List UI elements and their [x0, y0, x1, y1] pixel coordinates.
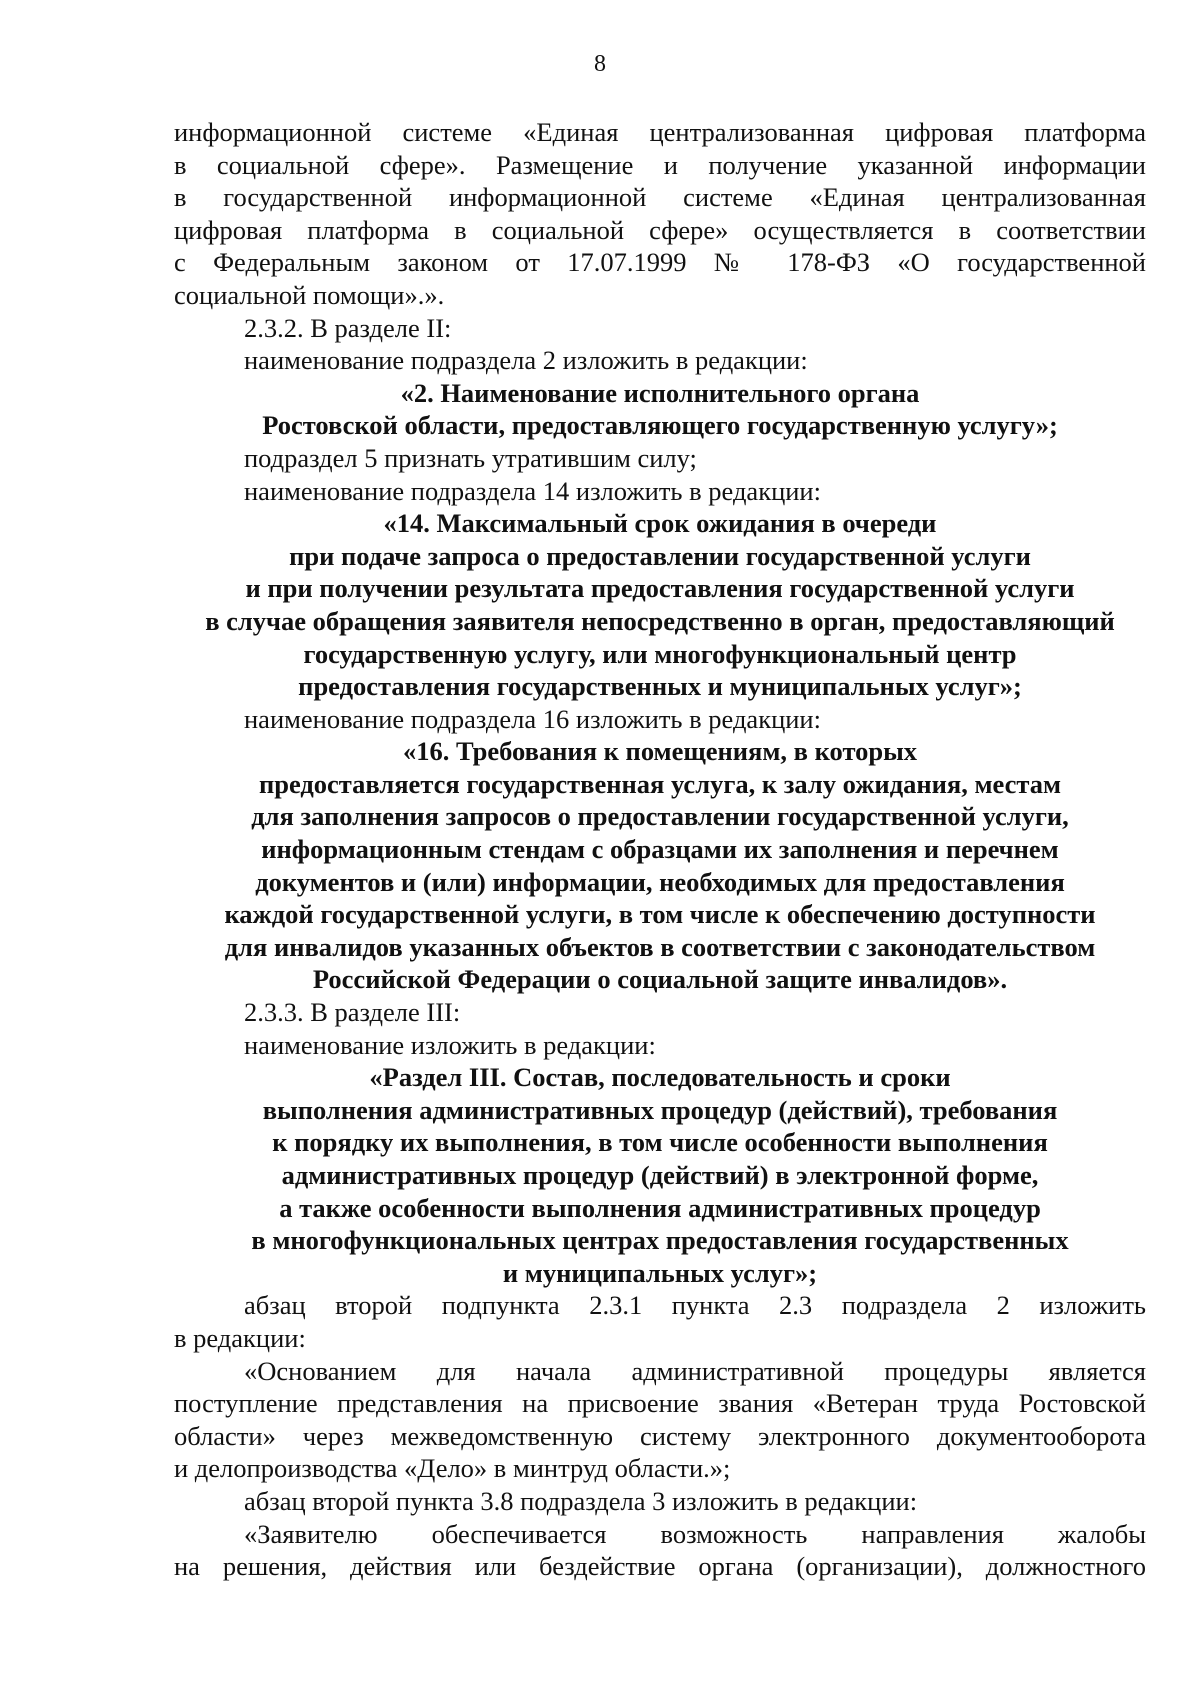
paragraph-abzac-3-8: абзац второй пункта 3.8 подраздела 3 изложить в редакции: — [244, 1485, 918, 1516]
heading-line: информационным стендам с образцами их заполнения и перечнем — [261, 834, 1059, 865]
paragraph-line: «Основанием для начала административной процедуры является — [244, 1355, 1146, 1386]
heading-line: а также особенности выполнения административных процедур — [279, 1192, 1041, 1223]
paragraph-line: информационной системе «Единая централизованная цифровая платформа — [174, 117, 1146, 147]
section-name-intro: наименование изложить в редакции: — [244, 1029, 656, 1060]
paragraph-line: абзац второй подпункта 2.3.1 пункта 2.3 подраздела 2 изложить — [244, 1290, 1146, 1321]
heading-line: к порядку их выполнения, в том числе особенности выполнения — [272, 1127, 1048, 1158]
heading-section-3 — [174, 1061, 1146, 1289]
item-2-3-3: 2.3.3. В разделе III: — [244, 997, 461, 1028]
subsection-14-intro: наименование подраздела 14 изложить в редакции: — [244, 475, 821, 506]
heading-line: и муниципальных услуг»; — [502, 1257, 818, 1288]
paragraph-line: «Заявителю обеспечивается возможность направления жалобы — [244, 1518, 1146, 1549]
heading-line: «16. Требования к помещениям, в которых — [402, 736, 918, 767]
heading-line: каждой государственной услуги, в том числе к обеспечению доступности — [224, 899, 1096, 930]
paragraph-line: в государственной информационной системе «Единая централизованная — [174, 182, 1146, 213]
paragraph-line: с Федеральным законом от 17.07.1999 № 178-ФЗ «О государственной — [174, 247, 1146, 278]
paragraph-line: цифровая платформа в социальной сфере» осуществляется в соответствии — [174, 214, 1146, 245]
document-body — [174, 116, 1146, 1583]
heading-line: «14. Максимальный срок ожидания в очереди — [383, 508, 937, 539]
heading-subsection-2 — [174, 377, 1146, 442]
subsection-16-intro: наименование подраздела 16 изложить в редакции: — [244, 703, 821, 734]
heading-line: Российской Федерации о социальной защите инвалидов». — [312, 964, 1008, 995]
paragraph-line: поступление представления на присвоение звания «Ветеран труда Ростовской — [174, 1388, 1146, 1419]
paragraph-quote-basis — [174, 1355, 1146, 1485]
heading-line: при подаче запроса о предоставлении государственной услуги — [289, 540, 1031, 571]
paragraph-line: и делопроизводства «Дело» в минтруд области.»; — [174, 1453, 731, 1484]
heading-line: выполнения административных процедур (действий), требования — [262, 1094, 1058, 1125]
heading-line: в многофункциональных центрах предоставления государственных — [251, 1225, 1069, 1256]
heading-line: и при получении результата предоставления государственной услуги — [245, 573, 1075, 604]
paragraph-line: области» через межведомственную систему электронного документооборота — [174, 1420, 1146, 1451]
item-2-3-2: 2.3.2. В разделе II: — [244, 312, 452, 343]
heading-line: предоставляется государственная услуга, к залу ожидания, местам — [258, 768, 1062, 799]
paragraph-line: социальной помощи».». — [174, 279, 445, 310]
paragraph-line: в социальной сфере». Размещение и получение указанной информации — [174, 149, 1146, 180]
heading-line: административных процедур (действий) в электронной форме, — [281, 1160, 1039, 1190]
heading-line: предоставления государственных и муниципальных услуг»; — [298, 671, 1022, 702]
heading-line: «2. Наименование исполнительного органа — [400, 377, 920, 408]
paragraph-quote-complaint — [174, 1518, 1146, 1583]
subsection-5-note: подраздел 5 признать утратившим силу; — [244, 442, 697, 473]
heading-line: Ростовской области, предоставляющего государственную услугу»; — [262, 410, 1058, 441]
heading-line: государственную услугу, или многофункциональный центр — [303, 638, 1017, 669]
page-number: 8 — [594, 51, 606, 77]
heading-subsection-14 — [174, 507, 1146, 703]
heading-line: для инвалидов указанных объектов в соответствии с законодательством — [224, 931, 1096, 962]
heading-line: документов и (или) информации, необходимых для предоставления — [255, 866, 1065, 897]
heading-line: для заполнения запросов о предоставлении государственной услуги, — [251, 801, 1069, 832]
paragraph-line: на решения, действия или бездействие органа (организации), должностного — [174, 1551, 1146, 1582]
subsection-2-intro: наименование подраздела 2 изложить в редакции: — [244, 345, 808, 376]
paragraph-abzac-2-3-1 — [174, 1289, 1146, 1354]
heading-line: «Раздел III. Состав, последовательность и сроки — [369, 1062, 951, 1093]
paragraph-line: в редакции: — [174, 1322, 306, 1353]
heading-line: в случае обращения заявителя непосредственно в орган, предоставляющий — [205, 605, 1115, 636]
paragraph-platform-info — [174, 116, 1146, 312]
heading-subsection-16 — [174, 735, 1146, 996]
